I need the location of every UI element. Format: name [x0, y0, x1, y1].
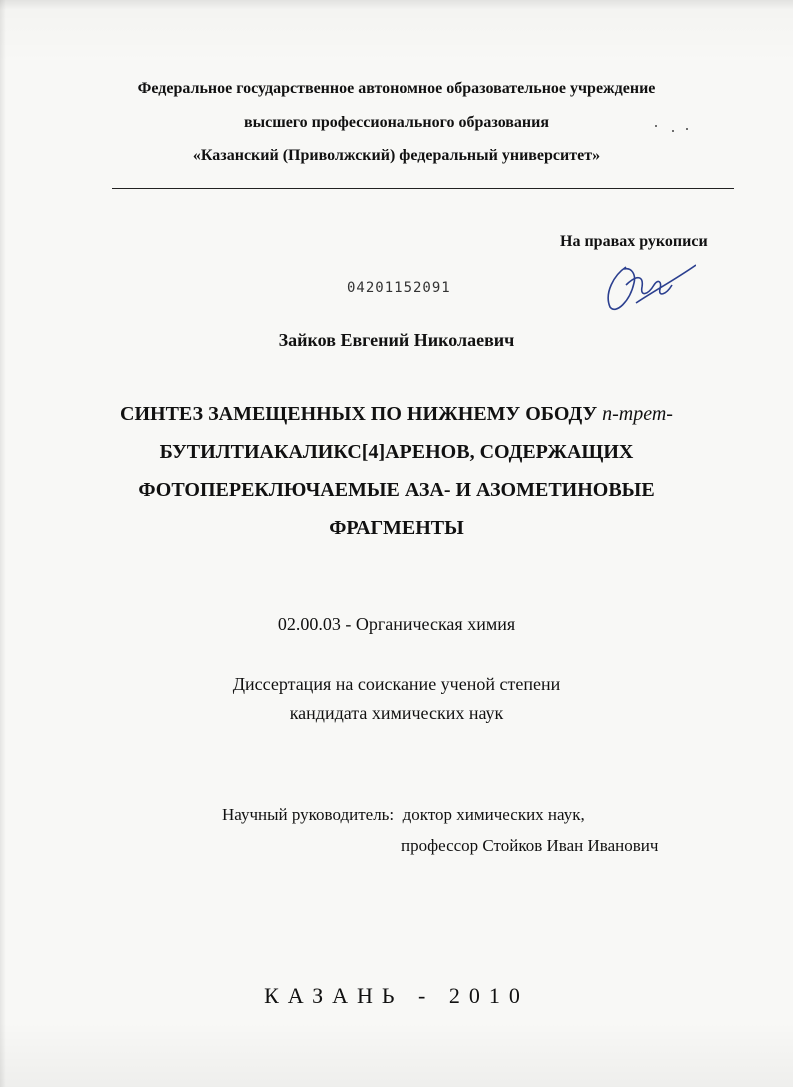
scan-edge-top — [0, 0, 793, 10]
title-line-1 — [0, 395, 793, 433]
signature — [596, 245, 696, 315]
document-id: 04201152091 — [347, 280, 451, 296]
city-year: КАЗАНЬ - 2010 — [264, 983, 529, 1008]
supervisor-line-1 — [222, 805, 585, 825]
degree-line-1: Диссертация на соискание ученой степени — [232, 674, 561, 694]
header-divider — [112, 188, 734, 189]
title-line-1-italic: п-трет- — [602, 403, 673, 425]
supervisor-degree: доктор химических наук, — [402, 805, 585, 824]
manuscript-rights: На правах рукописи — [560, 233, 708, 250]
institution-line-3: «Казанский (Приволжский) федеральный университет» — [192, 147, 601, 164]
degree-line-2: кандидата химических наук — [289, 703, 504, 723]
specialty: 02.00.03 - Органическая химия — [277, 614, 516, 634]
supervisor-line-2: профессор Стойков Иван Иванович — [401, 836, 659, 855]
title-line-4: ФРАГМЕНТЫ — [329, 517, 464, 539]
institution-line-1: Федеральное государственное автономное образовательное учреждение — [137, 80, 656, 97]
title-line-3: ФОТОПЕРЕКЛЮЧАЕМЫЕ АЗА- И АЗОМЕТИНОВЫЕ — [138, 479, 655, 501]
title-line-1-main: СИНТЕЗ ЗАМЕЩЕННЫХ ПО НИЖНЕМУ ОБОДУ — [120, 403, 603, 425]
title-line-2: БУТИЛТИАКАЛИКС[4]АРЕНОВ, СОДЕРЖАЩИХ — [159, 441, 634, 463]
supervisor-label: Научный руководитель: — [222, 805, 395, 824]
author-name: Зайков Евгений Николаевич — [278, 330, 515, 350]
institution-line-2: высшего профессионального образования — [243, 114, 550, 131]
